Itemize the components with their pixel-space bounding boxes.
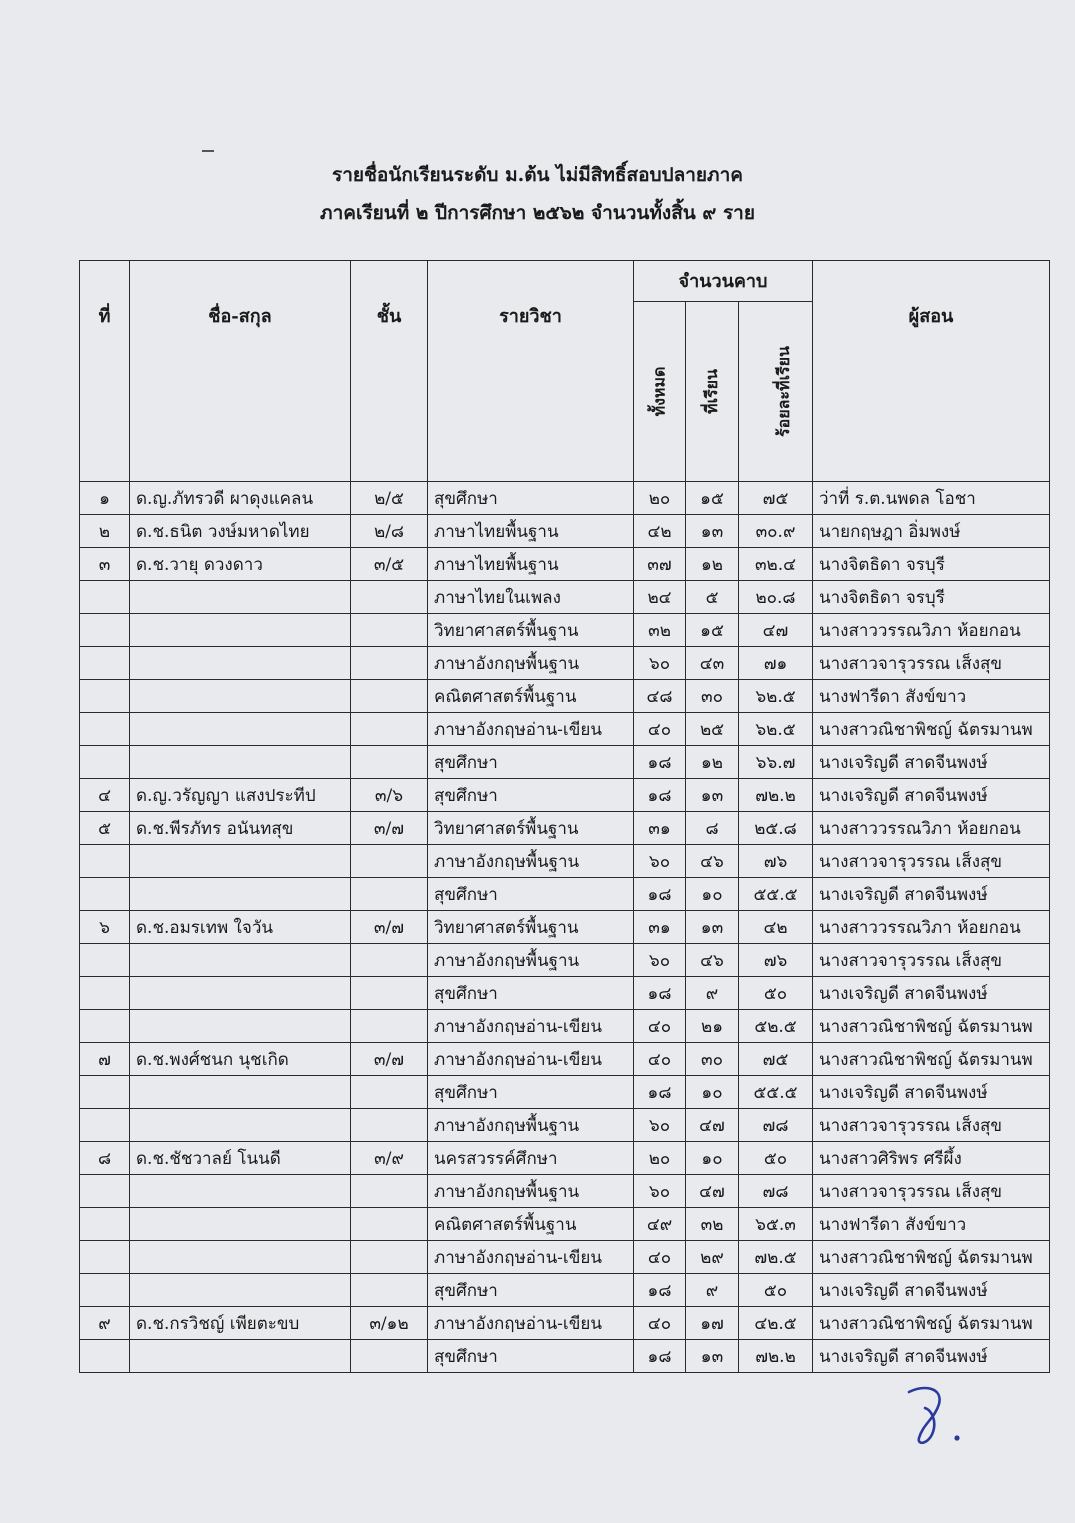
document-title: รายชื่อนักเรียนระดับ ม.ต้น ไม่มีสิทธิ์สอบปลายภาค	[332, 164, 743, 186]
cell-subject: ภาษาอังกฤษพื้นฐาน	[428, 1175, 634, 1208]
cell-percent: ๖๖.๗	[739, 746, 813, 779]
cell-class: ๒/๕	[351, 482, 428, 515]
cell-attended: ๑๓	[686, 515, 739, 548]
cell-name: ด.ช.อมรเทพ ใจวัน	[130, 911, 351, 944]
table-row	[80, 482, 1050, 515]
cell-no	[80, 647, 130, 680]
cell-name	[130, 581, 351, 614]
cell-teacher: นางสาวจารุวรรณ เส็งสุข	[813, 647, 1050, 680]
cell-total: ๔๙	[634, 1208, 686, 1241]
cell-attended: ๑๐	[686, 1076, 739, 1109]
cell-total: ๔๒	[634, 515, 686, 548]
cell-percent: ๗๒.๒	[739, 779, 813, 812]
cell-subject: วิทยาศาสตร์พื้นฐาน	[428, 812, 634, 845]
table-row	[80, 1010, 1050, 1043]
cell-class: ๓/๗	[351, 812, 428, 845]
handwritten-signature	[895, 1380, 985, 1450]
table-row	[80, 1142, 1050, 1175]
table-row	[80, 647, 1050, 680]
cell-attended: ๑๐	[686, 1142, 739, 1175]
cell-percent: ๔๒.๕	[739, 1307, 813, 1340]
cell-subject: ภาษาอังกฤษพื้นฐาน	[428, 1109, 634, 1142]
cell-name	[130, 845, 351, 878]
cell-total: ๓๗	[634, 548, 686, 581]
cell-subject: สุขศึกษา	[428, 977, 634, 1010]
cell-percent: ๒๐.๘	[739, 581, 813, 614]
cell-percent: ๗๒.๒	[739, 1340, 813, 1373]
table-row	[80, 812, 1050, 845]
table-row	[80, 1340, 1050, 1373]
cell-no	[80, 746, 130, 779]
header-percent	[739, 301, 813, 481]
cell-attended: ๒๙	[686, 1241, 739, 1274]
cell-total: ๒๔	[634, 581, 686, 614]
cell-name	[130, 614, 351, 647]
cell-no	[80, 1010, 130, 1043]
cell-attended: ๓๐	[686, 680, 739, 713]
cell-name	[130, 1076, 351, 1109]
cell-subject: ภาษาอังกฤษอ่าน-เขียน	[428, 1241, 634, 1274]
header-periods: จำนวนคาบ	[634, 261, 813, 302]
cell-subject: ภาษาอังกฤษอ่าน-เขียน	[428, 1307, 634, 1340]
cell-subject: คณิตศาสตร์พื้นฐาน	[428, 680, 634, 713]
cell-percent: ๗๘	[739, 1109, 813, 1142]
cell-attended: ๙	[686, 1274, 739, 1307]
cell-subject: สุขศึกษา	[428, 1340, 634, 1373]
cell-attended: ๑๐	[686, 878, 739, 911]
cell-class: ๓/๕	[351, 548, 428, 581]
cell-no	[80, 1241, 130, 1274]
header-no: ที่	[80, 261, 130, 482]
cell-percent: ๕๐	[739, 1274, 813, 1307]
cell-total: ๓๑	[634, 812, 686, 845]
cell-percent: ๖๒.๕	[739, 713, 813, 746]
cell-total: ๖๐	[634, 944, 686, 977]
cell-class	[351, 944, 428, 977]
cell-total: ๖๐	[634, 1175, 686, 1208]
cell-teacher: นางเจริญดี สาดจีนพงษ์	[813, 878, 1050, 911]
cell-total: ๖๐	[634, 845, 686, 878]
cell-class	[351, 1076, 428, 1109]
cell-teacher: นางเจริญดี สาดจีนพงษ์	[813, 1340, 1050, 1373]
cell-class	[351, 581, 428, 614]
cell-percent: ๗๕	[739, 1043, 813, 1076]
cell-total: ๔๘	[634, 680, 686, 713]
cell-no	[80, 1109, 130, 1142]
table-row	[80, 944, 1050, 977]
cell-name	[130, 977, 351, 1010]
table-row	[80, 515, 1050, 548]
cell-name	[130, 1109, 351, 1142]
cell-name: ด.ช.ชัชวาลย์ โนนดี	[130, 1142, 351, 1175]
cell-class	[351, 614, 428, 647]
cell-name: ด.ช.พีรภัทร อนันทสุข	[130, 812, 351, 845]
cell-percent: ๔๒	[739, 911, 813, 944]
table-row	[80, 614, 1050, 647]
cell-teacher: นางสาวจารุวรรณ เส็งสุข	[813, 845, 1050, 878]
cell-teacher: นางเจริญดี สาดจีนพงษ์	[813, 977, 1050, 1010]
cell-teacher: นางสาวณิชาพิชญ์ ฉัตรมานพ	[813, 1010, 1050, 1043]
cell-class	[351, 1274, 428, 1307]
header-name: ชื่อ-สกุล	[130, 261, 351, 482]
cell-no: ๓	[80, 548, 130, 581]
cell-teacher: นางสาวณิชาพิชญ์ ฉัตรมานพ	[813, 1241, 1050, 1274]
table-body	[80, 482, 1050, 1373]
cell-percent: ๒๕.๘	[739, 812, 813, 845]
cell-teacher: นางสาววรรณวิภา ห้อยกอน	[813, 614, 1050, 647]
cell-no: ๖	[80, 911, 130, 944]
cell-total: ๒๐	[634, 482, 686, 515]
cell-no: ๕	[80, 812, 130, 845]
cell-teacher: นางฟารีดา สังข์ขาว	[813, 1208, 1050, 1241]
cell-no: ๔	[80, 779, 130, 812]
cell-name: ด.ช.วายุ ดวงดาว	[130, 548, 351, 581]
cell-class	[351, 977, 428, 1010]
cell-teacher: นางสาววรรณวิภา ห้อยกอน	[813, 911, 1050, 944]
cell-percent: ๗๖	[739, 845, 813, 878]
cell-class: ๓/๖	[351, 779, 428, 812]
cell-attended: ๑๕	[686, 482, 739, 515]
cell-name	[130, 944, 351, 977]
students-table	[79, 260, 1050, 1373]
cell-teacher: นางสาววรรณวิภา ห้อยกอน	[813, 812, 1050, 845]
cell-percent: ๕๐	[739, 977, 813, 1010]
cell-percent: ๖๕.๓	[739, 1208, 813, 1241]
cell-percent: ๓๒.๔	[739, 548, 813, 581]
cell-total: ๑๘	[634, 1340, 686, 1373]
cell-class	[351, 1208, 428, 1241]
cell-attended: ๔๖	[686, 845, 739, 878]
table-row	[80, 1307, 1050, 1340]
cell-teacher: นางสาวจารุวรรณ เส็งสุข	[813, 944, 1050, 977]
cell-teacher: นางสาวณิชาพิชญ์ ฉัตรมานพ	[813, 1307, 1050, 1340]
cell-name: ด.ช.พงศ์ชนก นุชเกิด	[130, 1043, 351, 1076]
cell-percent: ๗๑	[739, 647, 813, 680]
table-row	[80, 977, 1050, 1010]
cell-no	[80, 680, 130, 713]
cell-total: ๒๐	[634, 1142, 686, 1175]
cell-no	[80, 614, 130, 647]
cell-name	[130, 1010, 351, 1043]
cell-total: ๑๘	[634, 878, 686, 911]
cell-class	[351, 878, 428, 911]
cell-teacher: นางจิตธิดา จรบุรี	[813, 581, 1050, 614]
cell-subject: ภาษาอังกฤษพื้นฐาน	[428, 647, 634, 680]
cell-no	[80, 713, 130, 746]
cell-teacher: นางสาวณิชาพิชญ์ ฉัตรมานพ	[813, 713, 1050, 746]
cell-attended: ๙	[686, 977, 739, 1010]
table-row	[80, 581, 1050, 614]
cell-total: ๑๘	[634, 779, 686, 812]
header-attended	[686, 301, 739, 481]
cell-total: ๔๐	[634, 1010, 686, 1043]
cell-subject: ภาษาไทยพื้นฐาน	[428, 515, 634, 548]
table-row	[80, 1109, 1050, 1142]
cell-subject: คณิตศาสตร์พื้นฐาน	[428, 1208, 634, 1241]
cell-attended: ๒๑	[686, 1010, 739, 1043]
header-subject: รายวิชา	[428, 261, 634, 482]
cell-class	[351, 1010, 428, 1043]
cell-class: ๒/๘	[351, 515, 428, 548]
cell-no	[80, 1076, 130, 1109]
table-row	[80, 1208, 1050, 1241]
cell-attended: ๔๓	[686, 647, 739, 680]
table-row	[80, 680, 1050, 713]
table-row	[80, 548, 1050, 581]
header-percent-label: ร้อยละที่เรียน	[773, 345, 793, 437]
header-class: ชั้น	[351, 261, 428, 482]
cell-class	[351, 713, 428, 746]
cell-no	[80, 1175, 130, 1208]
cell-subject: ภาษาไทยในเพลง	[428, 581, 634, 614]
cell-name: ด.ช.ธนิต วงษ์มหาดไทย	[130, 515, 351, 548]
cell-attended: ๓๐	[686, 1043, 739, 1076]
cell-name	[130, 1175, 351, 1208]
cell-total: ๔๐	[634, 713, 686, 746]
cell-attended: ๑๕	[686, 614, 739, 647]
cell-attended: ๑๓	[686, 779, 739, 812]
cell-class: ๓/๙	[351, 1142, 428, 1175]
cell-name: ด.ญ.วรัญญา แสงประทีป	[130, 779, 351, 812]
cell-teacher: นางเจริญดี สาดจีนพงษ์	[813, 1076, 1050, 1109]
cell-total: ๑๘	[634, 977, 686, 1010]
cell-class	[351, 1241, 428, 1274]
cell-no: ๒	[80, 515, 130, 548]
table-row	[80, 746, 1050, 779]
cell-no	[80, 581, 130, 614]
cell-no	[80, 977, 130, 1010]
cell-subject: สุขศึกษา	[428, 746, 634, 779]
table-row	[80, 845, 1050, 878]
cell-class: ๓/๗	[351, 1043, 428, 1076]
cell-teacher: นางสาวณิชาพิชญ์ ฉัตรมานพ	[813, 1043, 1050, 1076]
cell-name	[130, 1241, 351, 1274]
cell-name	[130, 680, 351, 713]
cell-name	[130, 746, 351, 779]
cell-attended: ๔๗	[686, 1109, 739, 1142]
cell-attended: ๑๒	[686, 548, 739, 581]
cell-percent: ๗๘	[739, 1175, 813, 1208]
cell-percent: ๔๗	[739, 614, 813, 647]
cell-attended: ๑๗	[686, 1307, 739, 1340]
cell-total: ๑๘	[634, 1274, 686, 1307]
header-attended-label: ที่เรียน	[701, 368, 721, 414]
table-row	[80, 713, 1050, 746]
cell-teacher: นางเจริญดี สาดจีนพงษ์	[813, 779, 1050, 812]
cell-attended: ๔๖	[686, 944, 739, 977]
cell-percent: ๗๒.๕	[739, 1241, 813, 1274]
document-subtitle: ภาคเรียนที่ ๒ ปีการศึกษา ๒๕๖๒ จำนวนทั้งสิ้น ๙ ราย	[320, 202, 755, 224]
cell-attended: ๑๓	[686, 911, 739, 944]
cell-total: ๔๐	[634, 1043, 686, 1076]
table-row	[80, 1175, 1050, 1208]
cell-subject: ภาษาอังกฤษพื้นฐาน	[428, 944, 634, 977]
cell-subject: ภาษาอังกฤษอ่าน-เขียน	[428, 1010, 634, 1043]
cell-class	[351, 746, 428, 779]
table-row	[80, 1076, 1050, 1109]
cell-no: ๘	[80, 1142, 130, 1175]
table-row	[80, 1274, 1050, 1307]
cell-teacher: นางฟารีดา สังข์ขาว	[813, 680, 1050, 713]
cell-total: ๑๘	[634, 1076, 686, 1109]
cell-subject: นครสวรรค์ศึกษา	[428, 1142, 634, 1175]
cell-class: ๓/๗	[351, 911, 428, 944]
cell-no: ๙	[80, 1307, 130, 1340]
cell-subject: วิทยาศาสตร์พื้นฐาน	[428, 911, 634, 944]
cell-no	[80, 1208, 130, 1241]
cell-percent: ๕๕.๕	[739, 1076, 813, 1109]
table-row	[80, 911, 1050, 944]
cell-teacher: นางสาวศิริพร ศรีผึ้ง	[813, 1142, 1050, 1175]
cell-total: ๑๘	[634, 746, 686, 779]
cell-percent: ๗๕	[739, 482, 813, 515]
top-dash-mark	[202, 150, 214, 152]
cell-no	[80, 878, 130, 911]
cell-no	[80, 1274, 130, 1307]
cell-class	[351, 1340, 428, 1373]
cell-attended: ๕	[686, 581, 739, 614]
cell-subject: ภาษาไทยพื้นฐาน	[428, 548, 634, 581]
cell-class	[351, 1175, 428, 1208]
header-total-label: ทั้งหมด	[649, 366, 668, 417]
cell-subject: สุขศึกษา	[428, 1274, 634, 1307]
cell-subject: สุขศึกษา	[428, 482, 634, 515]
cell-total: ๖๐	[634, 1109, 686, 1142]
header-teacher: ผู้สอน	[813, 261, 1050, 482]
cell-teacher: นางเจริญดี สาดจีนพงษ์	[813, 1274, 1050, 1307]
cell-subject: ภาษาอังกฤษอ่าน-เขียน	[428, 1043, 634, 1076]
cell-teacher: นายกฤษฎา อิ่มพงษ์	[813, 515, 1050, 548]
cell-attended: ๔๗	[686, 1175, 739, 1208]
cell-attended: ๓๒	[686, 1208, 739, 1241]
cell-percent: ๗๖	[739, 944, 813, 977]
cell-percent: ๕๒.๕	[739, 1010, 813, 1043]
cell-subject: ภาษาอังกฤษพื้นฐาน	[428, 845, 634, 878]
cell-teacher: นางจิตธิดา จรบุรี	[813, 548, 1050, 581]
cell-subject: สุขศึกษา	[428, 1076, 634, 1109]
cell-class	[351, 845, 428, 878]
table-row	[80, 779, 1050, 812]
table-row	[80, 878, 1050, 911]
cell-subject: สุขศึกษา	[428, 779, 634, 812]
cell-no: ๗	[80, 1043, 130, 1076]
cell-total: ๔๐	[634, 1307, 686, 1340]
cell-percent: ๕๕.๕	[739, 878, 813, 911]
cell-name	[130, 647, 351, 680]
cell-percent: ๕๐	[739, 1142, 813, 1175]
cell-class	[351, 680, 428, 713]
cell-total: ๔๐	[634, 1241, 686, 1274]
cell-attended: ๘	[686, 812, 739, 845]
cell-name	[130, 1208, 351, 1241]
cell-attended: ๑๒	[686, 746, 739, 779]
cell-subject: สุขศึกษา	[428, 878, 634, 911]
cell-no	[80, 944, 130, 977]
cell-teacher: นางเจริญดี สาดจีนพงษ์	[813, 746, 1050, 779]
cell-total: ๓๑	[634, 911, 686, 944]
cell-class	[351, 647, 428, 680]
cell-total: ๓๒	[634, 614, 686, 647]
cell-name	[130, 878, 351, 911]
cell-percent: ๖๒.๕	[739, 680, 813, 713]
cell-class: ๓/๑๒	[351, 1307, 428, 1340]
cell-teacher: นางสาวจารุวรรณ เส็งสุข	[813, 1109, 1050, 1142]
header-total	[634, 301, 686, 481]
cell-subject: ภาษาอังกฤษอ่าน-เขียน	[428, 713, 634, 746]
cell-name	[130, 713, 351, 746]
table-row	[80, 1241, 1050, 1274]
cell-class	[351, 1109, 428, 1142]
cell-name: ด.ช.กรวิชญ์ เพียตะขบ	[130, 1307, 351, 1340]
cell-no	[80, 1340, 130, 1373]
cell-no: ๑	[80, 482, 130, 515]
cell-attended: ๒๕	[686, 713, 739, 746]
cell-total: ๖๐	[634, 647, 686, 680]
cell-percent: ๓๐.๙	[739, 515, 813, 548]
cell-teacher: นางสาวจารุวรรณ เส็งสุข	[813, 1175, 1050, 1208]
cell-name	[130, 1340, 351, 1373]
cell-attended: ๑๓	[686, 1340, 739, 1373]
cell-name: ด.ญ.ภัทรวดี ผาดุงแคลน	[130, 482, 351, 515]
cell-teacher: ว่าที่ ร.ต.นพดล โอชา	[813, 482, 1050, 515]
cell-subject: วิทยาศาสตร์พื้นฐาน	[428, 614, 634, 647]
cell-no	[80, 845, 130, 878]
cell-name	[130, 1274, 351, 1307]
table-row	[80, 1043, 1050, 1076]
